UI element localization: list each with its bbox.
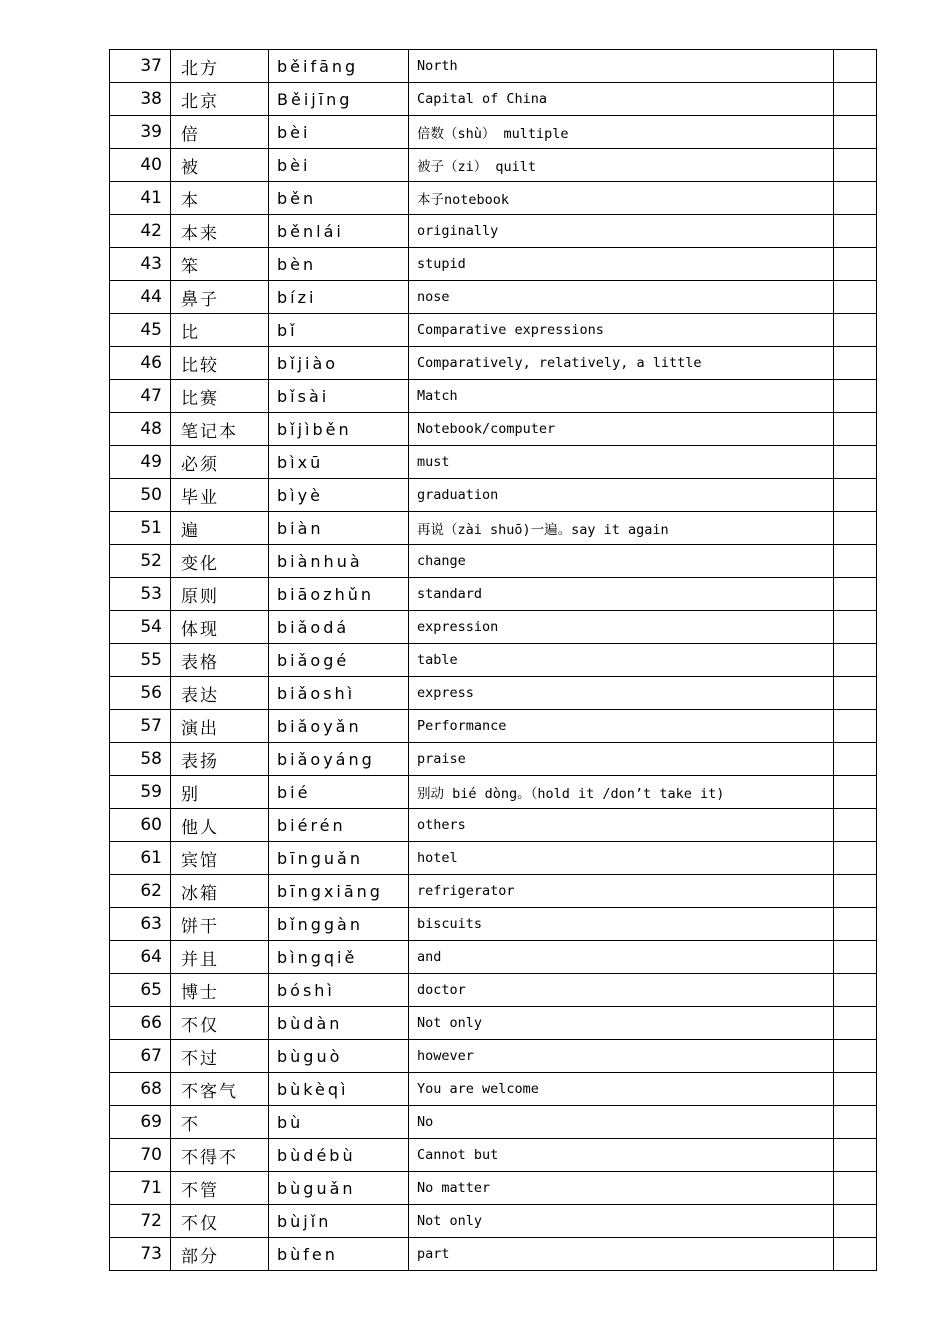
- hanzi-cell: 宾馆: [171, 842, 269, 875]
- row-number: 40: [110, 149, 171, 182]
- blank-cell: [834, 941, 877, 974]
- english-cell: Match: [409, 380, 834, 413]
- row-number: 71: [110, 1172, 171, 1205]
- english-cell: originally: [409, 215, 834, 248]
- row-number: 41: [110, 182, 171, 215]
- table-row: [110, 1205, 877, 1238]
- blank-cell: [834, 1040, 877, 1073]
- hanzi-cell: 倍: [171, 116, 269, 149]
- blank-cell: [834, 281, 877, 314]
- table-row: [110, 1106, 877, 1139]
- row-number: 42: [110, 215, 171, 248]
- hanzi-cell: 鼻子: [171, 281, 269, 314]
- blank-cell: [834, 248, 877, 281]
- row-number: 53: [110, 578, 171, 611]
- english-cell: Capital of China: [409, 83, 834, 116]
- row-number: 56: [110, 677, 171, 710]
- pinyin-cell: bìngqiě: [269, 941, 409, 974]
- table-row: [110, 215, 877, 248]
- row-number: 66: [110, 1007, 171, 1040]
- hanzi-cell: 比: [171, 314, 269, 347]
- pinyin-cell: bùdàn: [269, 1007, 409, 1040]
- table-row: [110, 941, 877, 974]
- pinyin-cell: běifāng: [269, 50, 409, 83]
- table-row: [110, 842, 877, 875]
- row-number: 54: [110, 611, 171, 644]
- table-row: [110, 314, 877, 347]
- hanzi-cell: 毕业: [171, 479, 269, 512]
- pinyin-cell: bǐjìběn: [269, 413, 409, 446]
- pinyin-cell: biǎoshì: [269, 677, 409, 710]
- table-row: [110, 644, 877, 677]
- pinyin-cell: bīnguǎn: [269, 842, 409, 875]
- blank-cell: [834, 413, 877, 446]
- pinyin-cell: bìxū: [269, 446, 409, 479]
- english-cell: biscuits: [409, 908, 834, 941]
- table-row: [110, 512, 877, 545]
- blank-cell: [834, 215, 877, 248]
- pinyin-cell: biàn: [269, 512, 409, 545]
- hanzi-cell: 不过: [171, 1040, 269, 1073]
- table-row: [110, 1172, 877, 1205]
- row-number: 64: [110, 941, 171, 974]
- table-row: [110, 710, 877, 743]
- blank-cell: [834, 1205, 877, 1238]
- hanzi-cell: 北方: [171, 50, 269, 83]
- hanzi-cell: 演出: [171, 710, 269, 743]
- pinyin-cell: bīngxiāng: [269, 875, 409, 908]
- english-cell: 倍数（shù） multiple: [409, 116, 834, 149]
- table-row: [110, 611, 877, 644]
- english-cell: Notebook/computer: [409, 413, 834, 446]
- row-number: 37: [110, 50, 171, 83]
- hanzi-cell: 体现: [171, 611, 269, 644]
- english-cell: hotel: [409, 842, 834, 875]
- vocabulary-table-body: [110, 50, 877, 1271]
- row-number: 70: [110, 1139, 171, 1172]
- pinyin-cell: bùguò: [269, 1040, 409, 1073]
- pinyin-cell: bùguǎn: [269, 1172, 409, 1205]
- english-cell: 本子notebook: [409, 182, 834, 215]
- hanzi-cell: 比较: [171, 347, 269, 380]
- pinyin-cell: bùfen: [269, 1238, 409, 1271]
- pinyin-cell: biǎoyáng: [269, 743, 409, 776]
- blank-cell: [834, 182, 877, 215]
- blank-cell: [834, 578, 877, 611]
- blank-cell: [834, 446, 877, 479]
- hanzi-cell: 不得不: [171, 1139, 269, 1172]
- english-cell: 再说（zài shuō)一遍。say it again: [409, 512, 834, 545]
- row-number: 51: [110, 512, 171, 545]
- table-row: [110, 50, 877, 83]
- hanzi-cell: 北京: [171, 83, 269, 116]
- table-row: [110, 380, 877, 413]
- pinyin-cell: bùjǐn: [269, 1205, 409, 1238]
- pinyin-cell: bié: [269, 776, 409, 809]
- row-number: 62: [110, 875, 171, 908]
- english-cell: Comparative expressions: [409, 314, 834, 347]
- row-number: 46: [110, 347, 171, 380]
- english-cell: part: [409, 1238, 834, 1271]
- blank-cell: [834, 611, 877, 644]
- row-number: 43: [110, 248, 171, 281]
- hanzi-cell: 表达: [171, 677, 269, 710]
- hanzi-cell: 不仅: [171, 1007, 269, 1040]
- blank-cell: [834, 479, 877, 512]
- english-cell: No: [409, 1106, 834, 1139]
- table-row: [110, 83, 877, 116]
- english-cell: expression: [409, 611, 834, 644]
- hanzi-cell: 本来: [171, 215, 269, 248]
- table-row: [110, 875, 877, 908]
- english-cell: Not only: [409, 1205, 834, 1238]
- blank-cell: [834, 1106, 877, 1139]
- english-cell: stupid: [409, 248, 834, 281]
- row-number: 49: [110, 446, 171, 479]
- blank-cell: [834, 776, 877, 809]
- row-number: 63: [110, 908, 171, 941]
- pinyin-cell: bǐ: [269, 314, 409, 347]
- pinyin-cell: bùkèqì: [269, 1073, 409, 1106]
- table-row: [110, 116, 877, 149]
- table-row: [110, 413, 877, 446]
- blank-cell: [834, 710, 877, 743]
- blank-cell: [834, 149, 877, 182]
- row-number: 45: [110, 314, 171, 347]
- blank-cell: [834, 1238, 877, 1271]
- blank-cell: [834, 512, 877, 545]
- english-cell: graduation: [409, 479, 834, 512]
- table-row: [110, 809, 877, 842]
- blank-cell: [834, 380, 877, 413]
- pinyin-cell: biǎogé: [269, 644, 409, 677]
- row-number: 48: [110, 413, 171, 446]
- english-cell: however: [409, 1040, 834, 1073]
- blank-cell: [834, 875, 877, 908]
- blank-cell: [834, 809, 877, 842]
- english-cell: Comparatively, relatively, a little: [409, 347, 834, 380]
- blank-cell: [834, 347, 877, 380]
- pinyin-cell: biànhuà: [269, 545, 409, 578]
- table-row: [110, 479, 877, 512]
- english-cell: North: [409, 50, 834, 83]
- hanzi-cell: 表扬: [171, 743, 269, 776]
- blank-cell: [834, 1139, 877, 1172]
- row-number: 57: [110, 710, 171, 743]
- hanzi-cell: 被: [171, 149, 269, 182]
- pinyin-cell: bìyè: [269, 479, 409, 512]
- english-cell: standard: [409, 578, 834, 611]
- pinyin-cell: bèi: [269, 149, 409, 182]
- english-cell: others: [409, 809, 834, 842]
- english-cell: express: [409, 677, 834, 710]
- hanzi-cell: 不客气: [171, 1073, 269, 1106]
- table-row: [110, 182, 877, 215]
- pinyin-cell: biǎodá: [269, 611, 409, 644]
- hanzi-cell: 他人: [171, 809, 269, 842]
- blank-cell: [834, 1073, 877, 1106]
- table-row: [110, 908, 877, 941]
- hanzi-cell: 别: [171, 776, 269, 809]
- vocabulary-table: [109, 49, 877, 1271]
- pinyin-cell: bǐsài: [269, 380, 409, 413]
- english-cell: Not only: [409, 1007, 834, 1040]
- row-number: 47: [110, 380, 171, 413]
- hanzi-cell: 必须: [171, 446, 269, 479]
- row-number: 65: [110, 974, 171, 1007]
- table-row: [110, 545, 877, 578]
- english-cell: You are welcome: [409, 1073, 834, 1106]
- hanzi-cell: 遍: [171, 512, 269, 545]
- blank-cell: [834, 116, 877, 149]
- table-row: [110, 1139, 877, 1172]
- hanzi-cell: 并且: [171, 941, 269, 974]
- table-row: [110, 974, 877, 1007]
- english-cell: 别动 bié dòng。（hold it /don’t take it): [409, 776, 834, 809]
- pinyin-cell: bóshì: [269, 974, 409, 1007]
- english-cell: No matter: [409, 1172, 834, 1205]
- row-number: 69: [110, 1106, 171, 1139]
- table-row: [110, 776, 877, 809]
- blank-cell: [834, 83, 877, 116]
- row-number: 44: [110, 281, 171, 314]
- hanzi-cell: 笨: [171, 248, 269, 281]
- blank-cell: [834, 644, 877, 677]
- blank-cell: [834, 842, 877, 875]
- table-row: [110, 248, 877, 281]
- blank-cell: [834, 314, 877, 347]
- table-row: [110, 743, 877, 776]
- english-cell: change: [409, 545, 834, 578]
- hanzi-cell: 笔记本: [171, 413, 269, 446]
- pinyin-cell: běn: [269, 182, 409, 215]
- row-number: 73: [110, 1238, 171, 1271]
- table-row: [110, 578, 877, 611]
- pinyin-cell: bǐjiào: [269, 347, 409, 380]
- row-number: 50: [110, 479, 171, 512]
- table-row: [110, 446, 877, 479]
- blank-cell: [834, 545, 877, 578]
- pinyin-cell: biérén: [269, 809, 409, 842]
- hanzi-cell: 部分: [171, 1238, 269, 1271]
- row-number: 60: [110, 809, 171, 842]
- row-number: 61: [110, 842, 171, 875]
- blank-cell: [834, 974, 877, 1007]
- hanzi-cell: 比赛: [171, 380, 269, 413]
- row-number: 72: [110, 1205, 171, 1238]
- pinyin-cell: běnlái: [269, 215, 409, 248]
- hanzi-cell: 本: [171, 182, 269, 215]
- english-cell: Performance: [409, 710, 834, 743]
- table-row: [110, 677, 877, 710]
- pinyin-cell: bèn: [269, 248, 409, 281]
- hanzi-cell: 不管: [171, 1172, 269, 1205]
- pinyin-cell: bèi: [269, 116, 409, 149]
- row-number: 52: [110, 545, 171, 578]
- english-cell: table: [409, 644, 834, 677]
- hanzi-cell: 饼干: [171, 908, 269, 941]
- pinyin-cell: biǎoyǎn: [269, 710, 409, 743]
- pinyin-cell: biāozhǔn: [269, 578, 409, 611]
- hanzi-cell: 表格: [171, 644, 269, 677]
- english-cell: praise: [409, 743, 834, 776]
- hanzi-cell: 变化: [171, 545, 269, 578]
- english-cell: doctor: [409, 974, 834, 1007]
- row-number: 38: [110, 83, 171, 116]
- hanzi-cell: 冰箱: [171, 875, 269, 908]
- table-row: [110, 1238, 877, 1271]
- table-row: [110, 1073, 877, 1106]
- row-number: 68: [110, 1073, 171, 1106]
- blank-cell: [834, 743, 877, 776]
- english-cell: Cannot but: [409, 1139, 834, 1172]
- hanzi-cell: 不仅: [171, 1205, 269, 1238]
- row-number: 67: [110, 1040, 171, 1073]
- english-cell: must: [409, 446, 834, 479]
- pinyin-cell: bízi: [269, 281, 409, 314]
- blank-cell: [834, 908, 877, 941]
- table-row: [110, 347, 877, 380]
- blank-cell: [834, 50, 877, 83]
- english-cell: nose: [409, 281, 834, 314]
- row-number: 58: [110, 743, 171, 776]
- row-number: 39: [110, 116, 171, 149]
- table-row: [110, 1040, 877, 1073]
- hanzi-cell: 不: [171, 1106, 269, 1139]
- blank-cell: [834, 677, 877, 710]
- pinyin-cell: bùdébù: [269, 1139, 409, 1172]
- english-cell: refrigerator: [409, 875, 834, 908]
- hanzi-cell: 原则: [171, 578, 269, 611]
- blank-cell: [834, 1007, 877, 1040]
- pinyin-cell: bǐnggàn: [269, 908, 409, 941]
- table-row: [110, 149, 877, 182]
- table-row: [110, 281, 877, 314]
- blank-cell: [834, 1172, 877, 1205]
- table-row: [110, 1007, 877, 1040]
- pinyin-cell: bù: [269, 1106, 409, 1139]
- english-cell: and: [409, 941, 834, 974]
- hanzi-cell: 博士: [171, 974, 269, 1007]
- row-number: 55: [110, 644, 171, 677]
- row-number: 59: [110, 776, 171, 809]
- english-cell: 被子（zi） quilt: [409, 149, 834, 182]
- pinyin-cell: Běijīng: [269, 83, 409, 116]
